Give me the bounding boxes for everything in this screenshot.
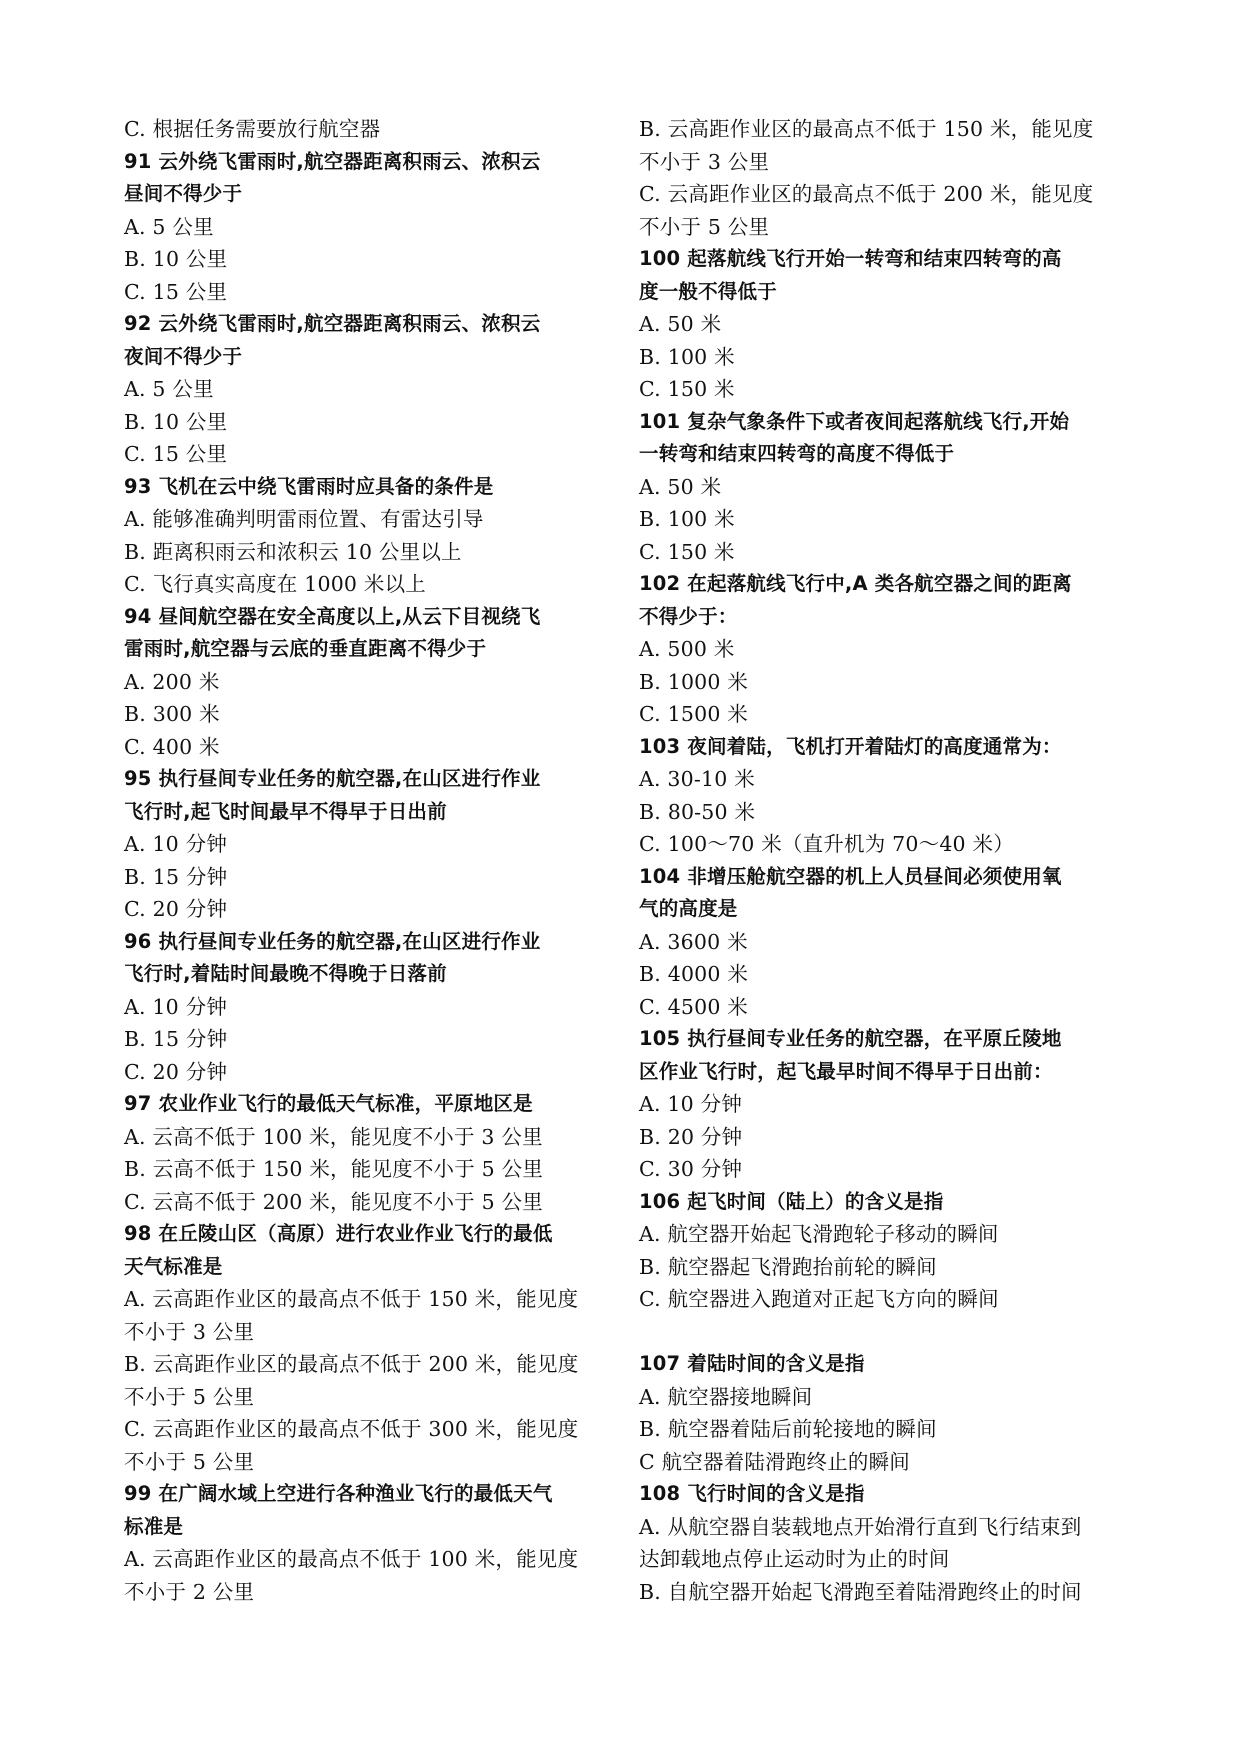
option-line: A. 5 公里 — [124, 377, 214, 401]
question-line: 区作业飞行时，起飞最早时间不得早于日出前： — [639, 1059, 1053, 1083]
option-line: A. 航空器接地瞬间 — [639, 1384, 813, 1409]
question-line: 92 云外绕飞雷雨时,航空器距离积雨云、浓积云 — [124, 312, 541, 335]
option-line: C. 150 米 — [639, 539, 735, 564]
option-line: B. 航空器着陆后前轮接地的瞬间 — [639, 1417, 937, 1441]
option-line: B. 1000 米 — [639, 669, 749, 694]
option-line: 不小于 3 公里 — [639, 149, 770, 174]
option-line: A. 航空器开始起飞滑跑轮子移动的瞬间 — [639, 1222, 999, 1246]
question-line: 105 执行昼间专业任务的航空器，在平原丘陵地 — [639, 1027, 1062, 1050]
option-line: B. 100 米 — [639, 507, 735, 531]
option-line: B. 15 分钟 — [124, 864, 228, 889]
option-line: B. 航空器起飞滑跑抬前轮的瞬间 — [639, 1254, 937, 1279]
option-line: A. 500 米 — [639, 637, 735, 661]
question-line: 108 飞行时间的含义是指 — [639, 1482, 865, 1505]
question-line: 106 起飞时间（陆上）的含义是指 — [639, 1189, 944, 1213]
option-line: 不小于 2 公里 — [124, 1579, 255, 1604]
option-line: A. 10 分钟 — [124, 994, 228, 1019]
option-line: B. 距离积雨云和浓积云 10 公里以上 — [124, 539, 462, 564]
question-line: 一转弯和结束四转弯的高度不得低于 — [639, 442, 955, 465]
option-line: B. 80-50 米 — [639, 799, 756, 824]
question-line: 95 执行昼间专业任务的航空器,在山区进行作业 — [124, 767, 541, 790]
option-line: C. 飞行真实高度在 1000 米以上 — [124, 572, 426, 596]
question-line: 102 在起落航线飞行中,A 类各航空器之间的距离 — [639, 572, 1072, 595]
option-line: C. 根据任务需要放行航空器 — [124, 117, 381, 141]
question-line: 104 非增压舱航空器的机上人员昼间必须使用氧 — [639, 864, 1062, 888]
option-line: B. 10 公里 — [124, 247, 228, 271]
option-line: C. 1500 米 — [639, 702, 748, 726]
option-line: A. 50 米 — [639, 474, 722, 499]
option-line: C. 20 分钟 — [124, 897, 228, 921]
option-line: A. 云高距作业区的最高点不低于 150 米，能见度 — [124, 1287, 579, 1311]
option-line: B. 100 米 — [639, 344, 735, 369]
option-line: C. 云高不低于 200 米，能见度不小于 5 公里 — [124, 1189, 543, 1214]
question-line: 100 起落航线飞行开始一转弯和结束四转弯的高 — [639, 247, 1062, 270]
option-line: 不小于 5 公里 — [639, 214, 770, 239]
question-line: 标准是 — [124, 1514, 184, 1538]
question-line: 夜间不得少于 — [124, 344, 243, 368]
option-line: 不小于 5 公里 — [124, 1449, 255, 1474]
option-line: B. 云高距作业区的最高点不低于 150 米，能见度 — [639, 117, 1094, 141]
option-line: A. 10 分钟 — [124, 832, 228, 856]
option-line: C 航空器着陆滑跑终止的瞬间 — [639, 1449, 911, 1474]
option-line: C. 150 米 — [639, 377, 735, 401]
option-line: A. 30-10 米 — [639, 767, 755, 791]
question-line: 飞行时,起飞时间最早不得早于日出前 — [124, 799, 447, 823]
option-line: B. 4000 米 — [639, 962, 749, 986]
question-line: 天气标准是 — [124, 1254, 223, 1278]
option-line: C. 30 分钟 — [639, 1157, 743, 1181]
question-line: 101 复杂气象条件下或者夜间起落航线飞行,开始 — [639, 409, 1070, 433]
option-line: B. 300 米 — [124, 702, 220, 726]
left-column — [124, 113, 616, 1608]
option-line: C. 20 分钟 — [124, 1059, 228, 1084]
option-line: A. 从航空器自装载地点开始滑行直到飞行结束到 — [639, 1514, 1082, 1539]
question-line: 96 执行昼间专业任务的航空器,在山区进行作业 — [124, 929, 541, 953]
option-line: A. 10 分钟 — [639, 1092, 743, 1116]
question-line: 91 云外绕飞雷雨时,航空器距离积雨云、浓积云 — [124, 149, 541, 173]
option-line: C. 15 公里 — [124, 442, 228, 466]
option-line: 不小于 5 公里 — [124, 1384, 255, 1409]
option-line: 不小于 3 公里 — [124, 1319, 255, 1344]
question-line: 107 着陆时间的含义是指 — [639, 1352, 865, 1375]
option-line: A. 云高不低于 100 米，能见度不小于 3 公里 — [124, 1124, 543, 1149]
option-line: B. 云高不低于 150 米，能见度不小于 5 公里 — [124, 1157, 544, 1181]
option-line: C. 航空器进入跑道对正起飞方向的瞬间 — [639, 1287, 999, 1311]
question-line: 昼间不得少于 — [124, 182, 243, 205]
option-line: A. 云高距作业区的最高点不低于 100 米，能见度 — [124, 1547, 579, 1571]
option-line: A. 50 米 — [639, 312, 722, 336]
question-line: 雷雨时,航空器与云底的垂直距离不得少于 — [124, 637, 487, 660]
option-line: A. 能够准确判明雷雨位置、有雷达引导 — [124, 507, 484, 531]
question-line: 飞行时,着陆时间最晚不得晚于日落前 — [124, 962, 447, 985]
question-line: 103 夜间着陆，飞机打开着陆灯的高度通常为： — [639, 734, 1062, 758]
blank-line — [639, 1316, 1123, 1349]
option-line: A. 200 米 — [124, 669, 220, 694]
option-line: B. 云高距作业区的最高点不低于 200 米，能见度 — [124, 1352, 579, 1376]
option-line: A. 3600 米 — [639, 929, 748, 954]
option-line: B. 自航空器开始起飞滑跑至着陆滑跑终止的时间 — [639, 1579, 1082, 1604]
option-line: C. 4500 米 — [639, 994, 748, 1019]
option-line: A. 5 公里 — [124, 214, 214, 239]
option-line: C. 15 公里 — [124, 279, 228, 304]
option-line: C. 云高距作业区的最高点不低于 200 米，能见度 — [639, 182, 1094, 206]
question-line: 气的高度是 — [639, 897, 738, 920]
option-line: B. 10 公里 — [124, 409, 228, 434]
option-line: B. 15 分钟 — [124, 1027, 228, 1051]
option-line: C. 400 米 — [124, 734, 220, 759]
question-line: 93 飞机在云中绕飞雷雨时应具备的条件是 — [124, 474, 494, 498]
option-line: C. 100～70 米（直升机为 70～40 米） — [639, 832, 1014, 856]
question-line: 94 昼间航空器在安全高度以上,从云下目视绕飞 — [124, 604, 541, 628]
question-line: 99 在广阔水域上空进行各种渔业飞行的最低天气 — [124, 1482, 553, 1505]
question-line: 98 在丘陵山区（高原）进行农业作业飞行的最低 — [124, 1222, 553, 1245]
option-line: C. 云高距作业区的最高点不低于 300 米，能见度 — [124, 1417, 579, 1441]
right-column — [639, 113, 1123, 1608]
question-line: 97 农业作业飞行的最低天气标准，平原地区是 — [124, 1092, 533, 1115]
option-line: B. 20 分钟 — [639, 1124, 743, 1149]
question-line: 度一般不得低于 — [639, 279, 777, 303]
question-line: 不得少于： — [639, 604, 738, 628]
option-line: 达卸载地点停止运动时为止的时间 — [639, 1547, 950, 1571]
